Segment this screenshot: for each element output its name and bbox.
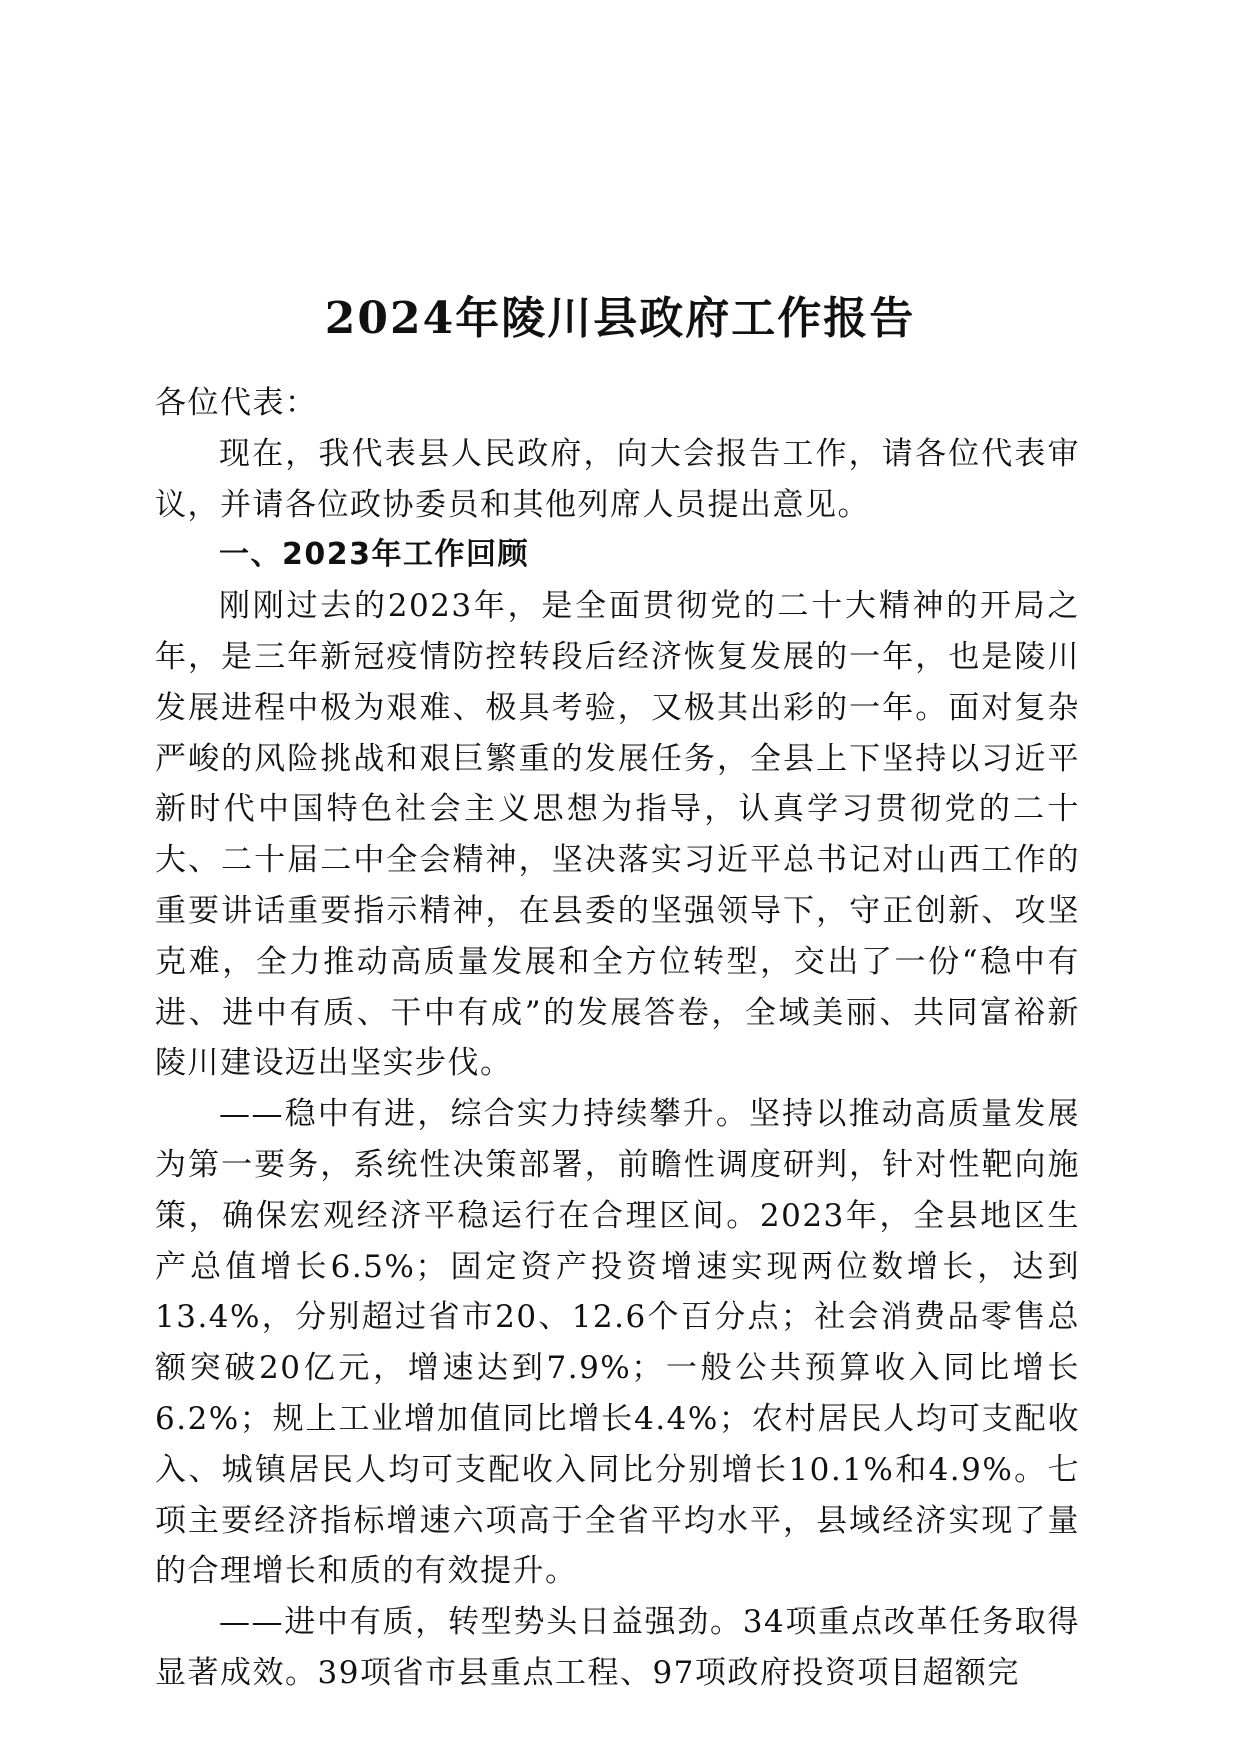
salutation: 各位代表： xyxy=(155,385,318,421)
paragraph-quality-progress: ——进中有质，转型势头日益强劲。34项重点改革任务取得显著成效。39项省市县重点工程、97项政府投资项目超额完 xyxy=(155,1604,1080,1691)
paragraph-stable-progress: ——稳中有进，综合实力持续攀升。坚持以推动高质量发展为第一要务，系统性决策部署，前瞻性调度研判，针对性靶向施策，确保宏观经济平稳运行在合理区间。2023年，全县地区生产总值增长6.5%；固定资产投资增速实现两位数增长，达到13.4%，分别超过省市20、12.6个百分点；社会消费品零售总额突破20亿元，增速达到7.9%；一般公共预算收入同比增长6.2%；规上工业增加值同比增长4.4%；农村居民人均可支配收入、城镇居民人均可支配收入同比分别增长10.1%和4.9%。七项主要经济指标增速六项高于全省平均水平，县域经济实现了量的合理增长和质的有效提升。 xyxy=(155,1096,1080,1590)
section-heading: 一、2023年工作回顾 xyxy=(219,537,529,573)
paragraph-review-overview: 刚刚过去的2023年，是全面贯彻党的二十大精神的开局之年，是三年新冠疫情防控转段后经济恢复发展的一年，也是陵川发展进程中极为艰难、极具考验，又极其出彩的一年。面对复杂严峻的风险挑战和艰巨繁重的发展任务，全县上下坚持以习近平新时代中国特色社会主义思想为指导，认真学习贯彻党的二十大、二十届二中全会精神，坚决落实习近平总书记对山西工作的重要讲话重要指示精神，在县委的坚强领导下，守正创新、攻坚克难，全力推动高质量发展和全方位转型，交出了一份“稳中有进、进中有质、干中有成”的发展答卷，全域美丽、共同富裕新陵川建设迈出坚实步伐。 xyxy=(155,588,1080,1082)
document-body xyxy=(155,378,1080,1699)
intro-paragraph: 现在，我代表县人民政府，向大会报告工作，请各位代表审议，并请各位政协委员和其他列席人员提出意见。 xyxy=(155,435,1080,523)
document-title: 2024年陵川县政府工作报告 xyxy=(324,293,916,345)
